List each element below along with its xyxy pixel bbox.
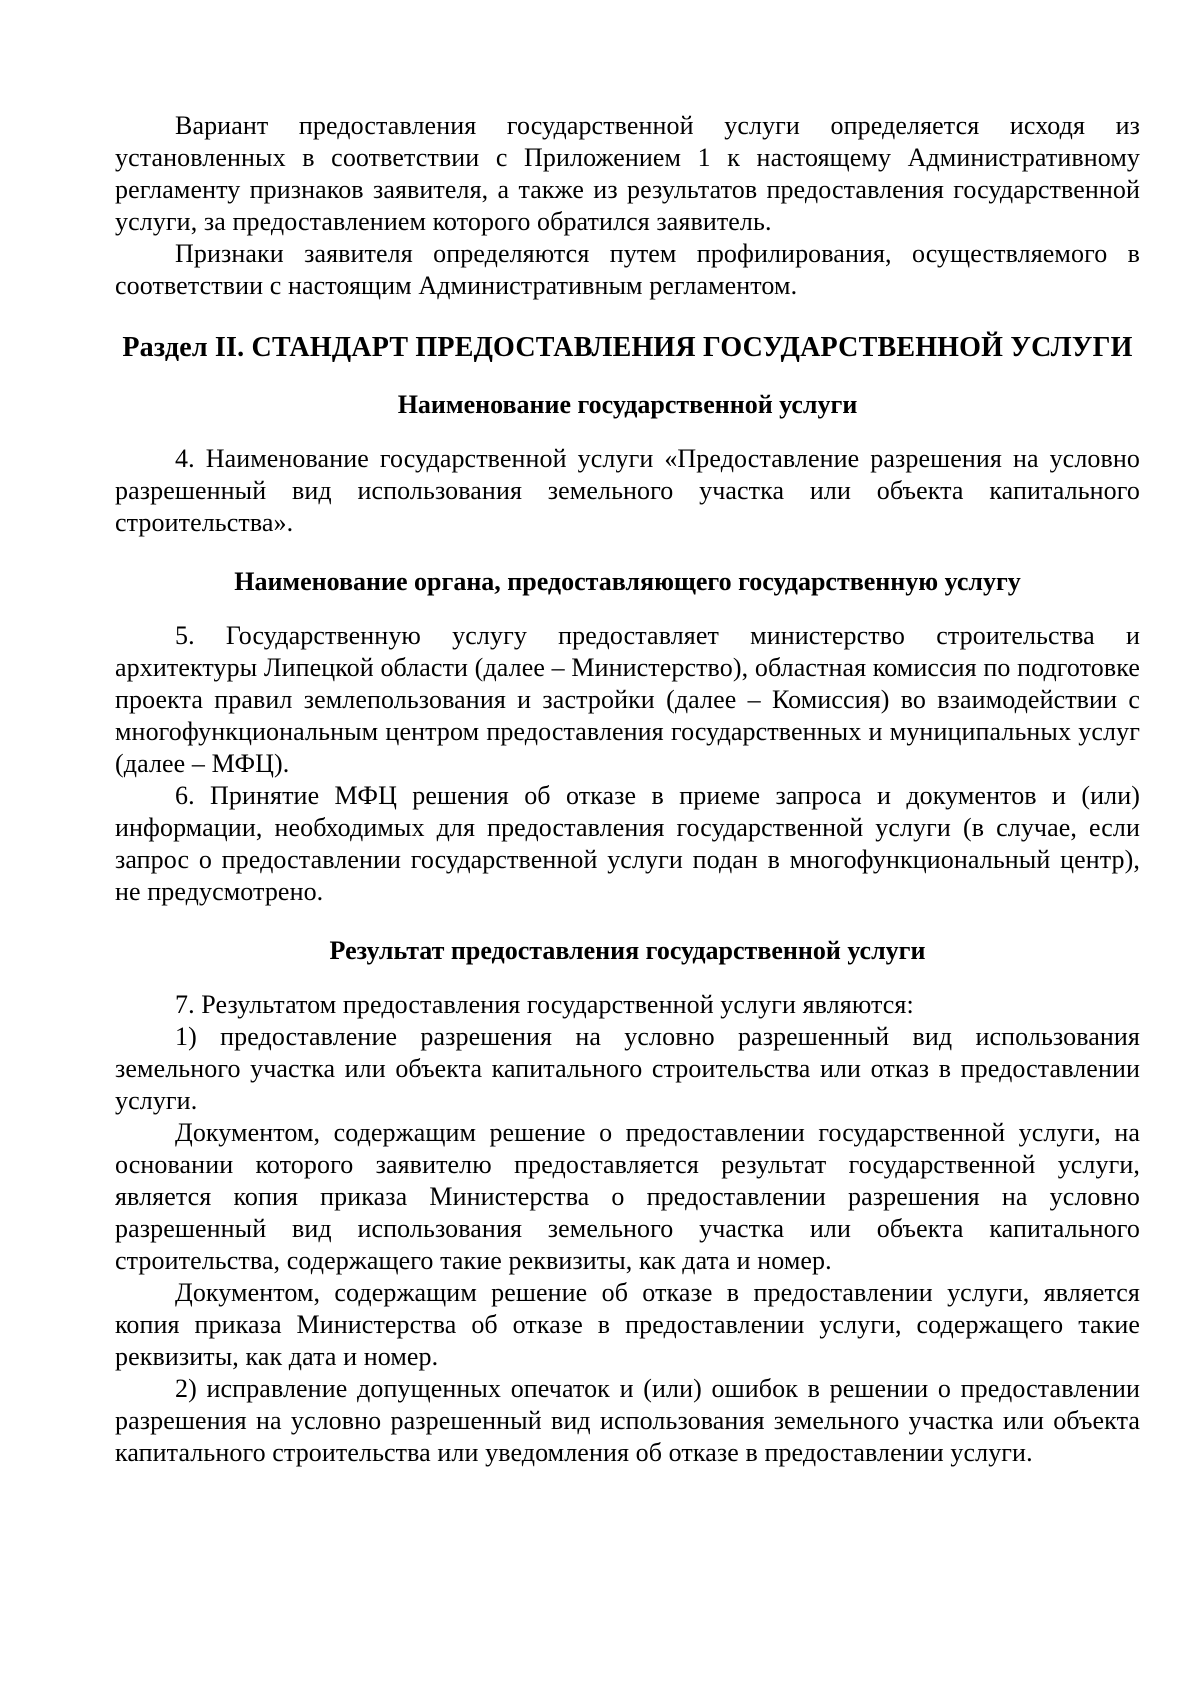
paragraph-item-7-1: 1) предоставление разрешения на условно разрешенный вид использования земельного участка или объекта капитального строительства или отказ в предоставлении услуги. — [115, 1022, 1140, 1115]
paragraph-item-7: 7. Результатом предоставления государственной услуги являются: — [175, 990, 914, 1019]
paragraph-item-5: 5. Государственную услугу предоставляет министерство строительства и архитектуры Липецкой области (далее – Министерство), областная комиссия по подготовке проекта правил землепользования и застройки (далее – Комиссия) во взаимодействии с многофункциональным центром предоставления государственных и муниципальных услуг (далее – МФЦ). — [115, 621, 1140, 778]
paragraph-decision-document: Документом, содержащим решение о предоставлении государственной услуги, на основании которого заявителю предоставляется результат государственной услуги, является копия приказа Министерства о предоставлении разрешения на условно разрешенный вид использования земельного участка или объекта капитального строительства, содержащего такие реквизиты, как дата и номер. — [115, 1118, 1140, 1275]
document-page — [115, 110, 1140, 1469]
heading-service-result: Результат предоставления государственной услуги — [329, 936, 926, 965]
heading-providing-authority: Наименование органа, предоставляющего государственную услугу — [234, 567, 1021, 596]
paragraph-refusal-document: Документом, содержащим решение об отказе в предоставлении услуги, является копия приказа Министерства об отказе в предоставлении услуги, содержащего такие реквизиты, как дата и номер. — [115, 1278, 1140, 1371]
section-title: Раздел II. СТАНДАРТ ПРЕДОСТАВЛЕНИЯ ГОСУДАРСТВЕННОЙ УСЛУГИ — [122, 332, 1133, 363]
paragraph-item-7-2: 2) исправление допущенных опечаток и (или) ошибок в решении о предоставлении разрешения на условно разрешенный вид использования земельного участка или объекта капитального строительства или уведомления об отказе в предоставлении услуги. — [115, 1374, 1140, 1467]
paragraph-variant: Вариант предоставления государственной услуги определяется исходя из установленных в соответствии с Приложением 1 к настоящему Административному регламенту признаков заявителя, а также из результатов предоставления государственной услуги, за предоставлением которого обратился заявитель. — [115, 111, 1140, 236]
paragraph-item-6: 6. Принятие МФЦ решения об отказе в приеме запроса и документов и (или) информации, необходимых для предоставления государственной услуги (в случае, если запрос о предоставлении государственной услуги подан в многофункциональный центр), не предусмотрено. — [115, 781, 1140, 906]
heading-service-name: Наименование государственной услуги — [397, 390, 858, 419]
paragraph-item-4: 4. Наименование государственной услуги «Предоставление разрешения на условно разрешенный вид использования земельного участка или объекта капитального строительства». — [115, 444, 1140, 537]
paragraph-applicant-criteria: Признаки заявителя определяются путем профилирования, осуществляемого в соответствии с настоящим Административным регламентом. — [115, 239, 1140, 300]
